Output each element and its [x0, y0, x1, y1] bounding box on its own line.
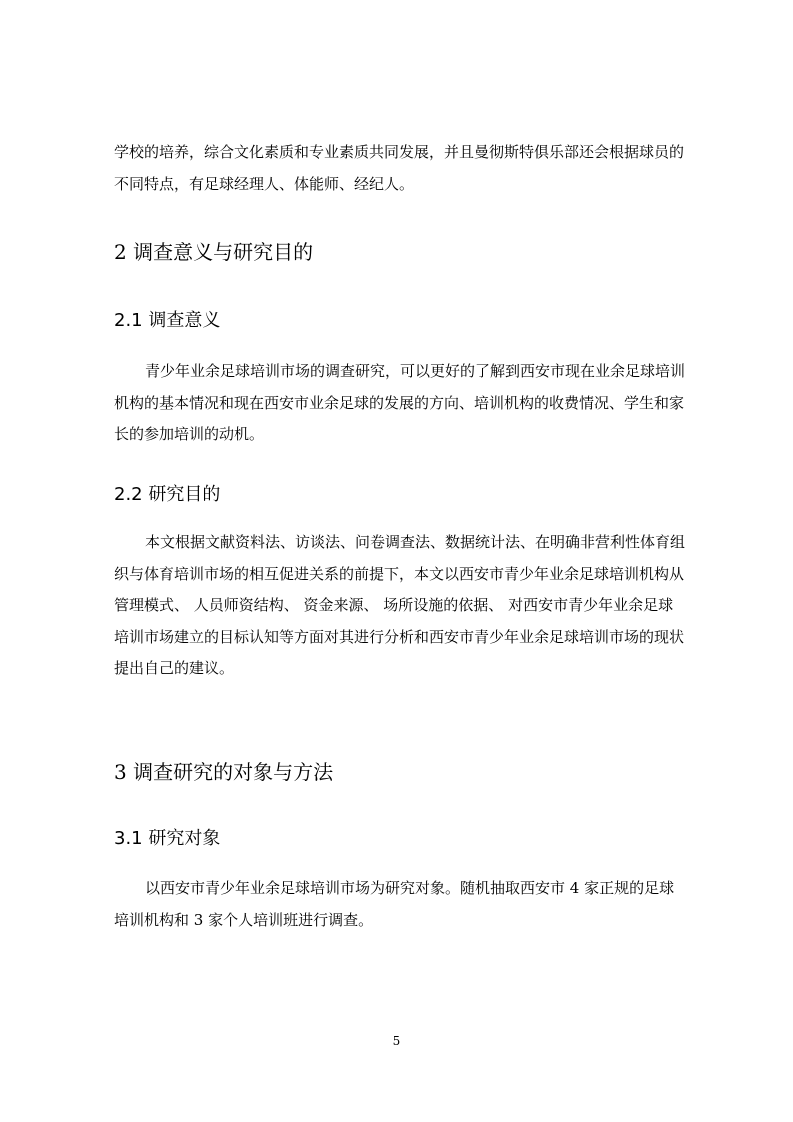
heading-section-2: 2 调查意义与研究目的: [114, 240, 314, 264]
paragraph-research-purpose: 本文根据文献资料法、访谈法、问卷调查法、数据统计法、在明确非营利性体育组织与体育培训市场的相互促进关系的前提下，本文以西安市青少年业余足球培训机构从管理模式、 人员师资结构、 资金来源、 场所设施的依据、 对西安市青少年业余足球培训市场建立的目标认知等方面对其进行分析和西安市青少年业余足球培训市场的现状提出自己的建议。: [114, 533, 686, 677]
heading-section-2-1: 2.1 调查意义: [114, 310, 221, 331]
paragraph-survey-significance: 青少年业余足球培训市场的调查研究，可以更好的了解到西安市现在业余足球培训机构的基本情况和现在西安市业余足球的发展的方向、培训机构的收费情况、学生和家长的参加培训的动机。: [114, 362, 686, 443]
paragraph-research-object: 以西安市青少年业余足球培训市场为研究对象。随机抽取西安市 4 家正规的足球培训机构和 3 家个人培训班进行调查。: [114, 879, 675, 929]
paragraph-intro: 学校的培养，综合文化素质和专业素质共同发展，并且曼彻斯特俱乐部还会根据球员的不同特点，有足球经理人、体能师、经纪人。: [114, 143, 685, 193]
heading-section-2-2: 2.2 研究目的: [114, 484, 221, 505]
page-number: 5: [392, 1034, 401, 1048]
heading-section-3: 3 调查研究的对象与方法: [114, 760, 334, 784]
heading-section-3-1: 3.1 研究对象: [114, 828, 221, 849]
